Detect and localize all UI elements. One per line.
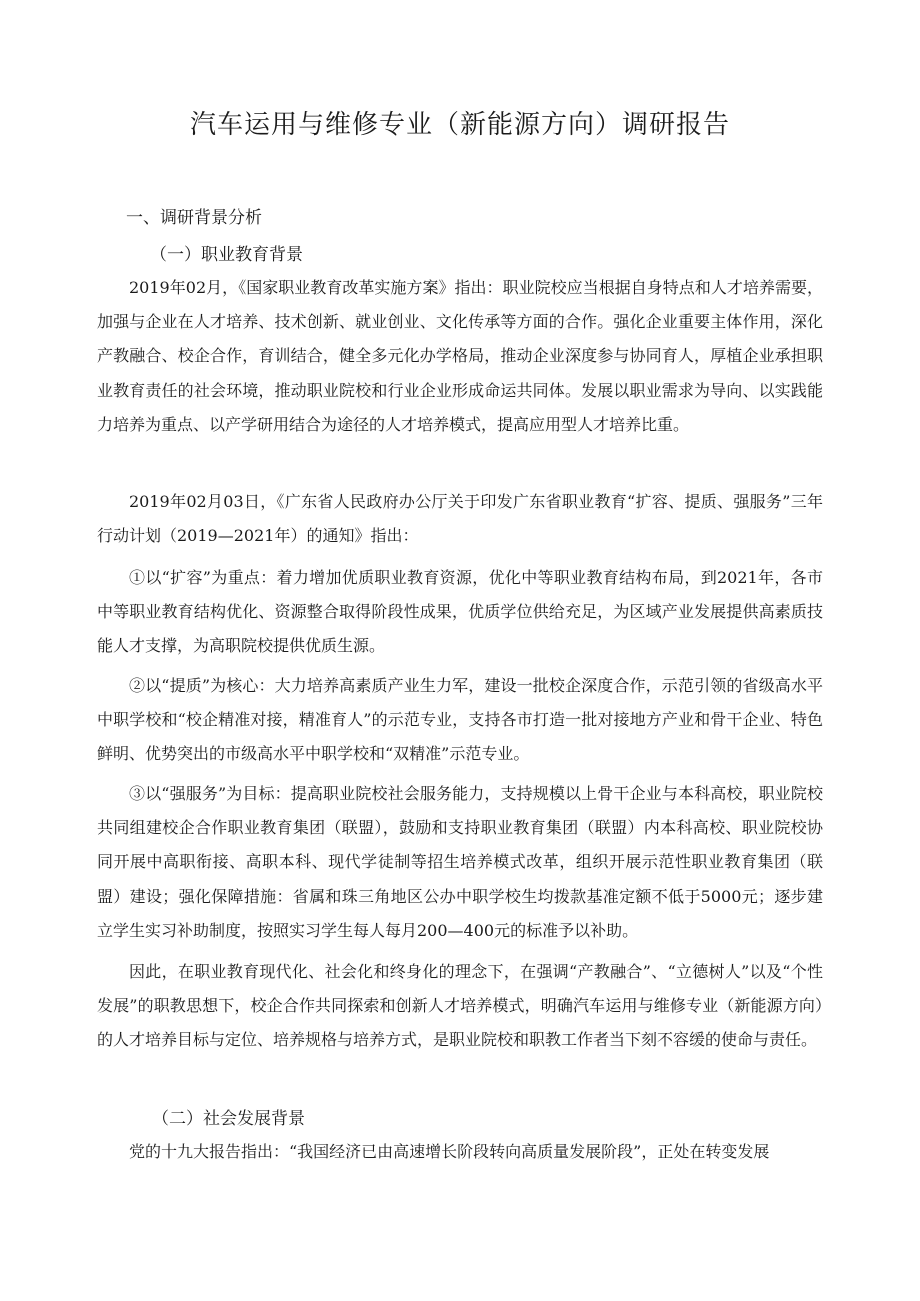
paragraph-national-reform-plan: 2019年02月，《国家职业教育改革实施方案》指出：职业院校应当根据自身特点和人才培养需要，加强与企业在人才培养、技术创新、就业创业、文化传承等方面的合作。强化企业重要主体作用，深化产教融合、校企合作，育训结合，健全多元化办学格局，推动企业深度参与协同育人，厚植企业承担职业教育责任的社会环境，推动职业院校和行业企业形成命运共同体。发展以职业需求为导向、以实践能力培养为重点、以产学研用结合为途径的人才培养模式，提高应用型人才培养比重。 bbox=[97, 278, 823, 434]
document-title: 汽车运用与维修专业（新能源方向）调研报告 bbox=[189, 110, 730, 140]
subsection-heading-vocational-education: （一）职业教育背景 bbox=[150, 245, 303, 265]
paragraph-guangdong-notice: 2019年02月03日，《广东省人民政府办公厅关于印发广东省职业教育“扩容、提质、强服务”三年行动计划（2019—2021年）的通知》指出： bbox=[97, 492, 823, 546]
paragraph-quality: ②以“提质”为核心：大力培养高素质产业生力军，建设一批校企深度合作，示范引领的省级高水平中职学校和“校企精准对接，精准育人”的示范专业，支持各市打造一批对接地方产业和骨干企业、特色鲜明、优势突出的市级高水平中职学校和“双精准”示范专业。 bbox=[97, 676, 823, 764]
paragraph-expansion: ①以“扩容”为重点：着力增加优质职业教育资源，优化中等职业教育结构布局，到2021年，各市中等职业教育结构优化、资源整合取得阶段性成果，优质学位供给充足，为区域产业发展提供高素质技能人才支撑，为高职院校提供优质生源。 bbox=[97, 568, 823, 656]
section-heading-background-analysis: 一、调研背景分析 bbox=[126, 208, 262, 228]
paragraph-service: ③以“强服务”为目标：提高职业院校社会服务能力，支持规模以上骨干企业与本科高校，职业院校共同组建校企合作职业教育集团（联盟），鼓励和支持职业教育集团（联盟）内本科高校、职业院校协同开展中高职衔接、高职本科、现代学徒制等招生培养模式改革，组织开展示范性职业教育集团（联盟）建设；强化保障措施：省属和珠三角地区公办中职学校生均拨款基准定额不低于5000元；逐步建立学生实习补助制度，按照实习学生每人每月200—400元的标准予以补助。 bbox=[97, 784, 823, 940]
subsection-heading-social-development: （二）社会发展背景 bbox=[152, 1109, 305, 1129]
paragraph-party-report: 党的十九大报告指出：“我国经济已由高速增长阶段转向高质量发展阶段”，正处在转变发展 bbox=[129, 1142, 770, 1161]
paragraph-conclusion: 因此，在职业教育现代化、社会化和终身化的理念下，在强调“产教融合”、“立德树人”以及“个性发展”的职教思想下，校企合作共同探索和创新人才培养模式，明确汽车运用与维修专业（新能源方向）的人才培养目标与定位、培养规格与培养方式，是职业院校和职教工作者当下刻不容缓的使命与责任。 bbox=[97, 962, 823, 1050]
